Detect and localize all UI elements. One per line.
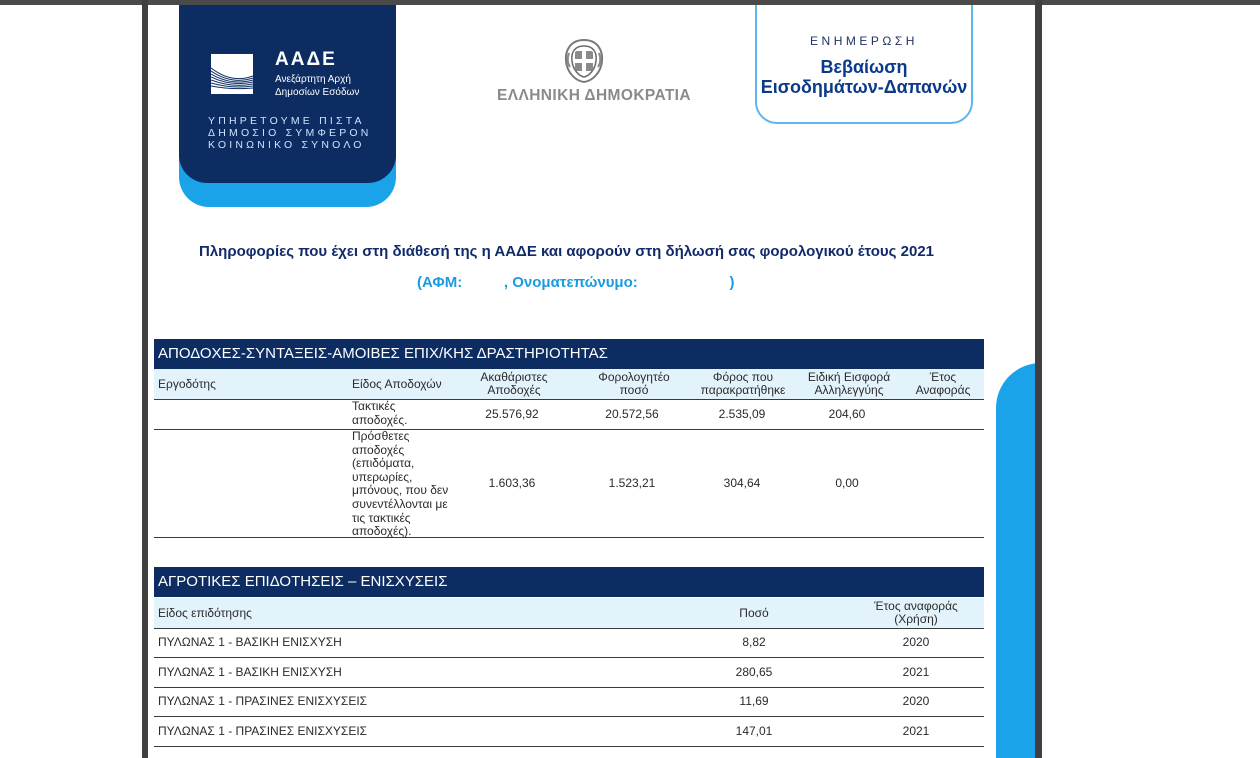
agri-section-title: ΑΓΡΟΤΙΚΕΣ ΕΠΙΔΟΤΗΣΕΙΣ – ΕΝΙΣΧΥΣΕΙΣ bbox=[154, 567, 984, 597]
amount-cell: 11,69 bbox=[739, 694, 769, 708]
col-reference-year: Έτος Αναφοράς bbox=[915, 370, 971, 397]
table-row bbox=[154, 628, 984, 658]
col-subsidy-year: Έτος αναφοράς (Χρήση) bbox=[874, 599, 958, 626]
taxable-cell: 1.523,21 bbox=[608, 476, 656, 490]
motto-line-2: ΔΗΜΟΣΙΟ ΣΥΜΦΕΡΟΝ bbox=[208, 127, 372, 139]
hellenic-republic-emblem-icon bbox=[560, 37, 608, 85]
col-employer: Εργοδότης bbox=[158, 377, 216, 391]
agri-table-header bbox=[154, 598, 984, 629]
amount-cell: 280,65 bbox=[735, 665, 773, 679]
badge-label: ΕΝΗΜΕΡΩΣΗ bbox=[810, 34, 918, 48]
subsidy-type-cell: ΠΥΛΩΝΑΣ 1 - ΒΑΣΙΚΗ ΕΝΙΣΧΥΣΗ bbox=[158, 635, 342, 649]
withheld-tax-cell: 2.535,09 bbox=[718, 407, 766, 421]
table-row bbox=[154, 429, 984, 538]
hellenic-republic-text: ΕΛΛΗΝΙΚΗ ΔΗΜΟΚΡΑΤΙΑ bbox=[497, 87, 691, 104]
col-subsidy-type: Είδος επιδότησης bbox=[158, 606, 252, 620]
col-income-type: Είδος Αποδοχών bbox=[352, 377, 442, 391]
col-taxable: Φορολογητέο ποσό bbox=[598, 370, 670, 397]
decorative-side-band bbox=[996, 363, 1035, 758]
motto-line-1: ΥΠΗΡΕΤΟΥΜΕ ΠΙΣΤΑ bbox=[208, 115, 365, 127]
badge-title-line-2: Εισοδημάτων-Δαπανών bbox=[760, 77, 968, 97]
income-type-cell: Πρόσθετες αποδοχές (επιδόματα, υπερωρίες, μπόνους, που δεν συνεντέλλονται με τις τακτικές αποδοχές). bbox=[352, 429, 449, 539]
aade-abbreviation: ΑΑΔΕ bbox=[275, 49, 337, 70]
info-heading: Πληροφορίες που έχει στη διάθεσή της η ΑΑΔΕ και αφορούν στη δήλωσή σας φορολογικού έτους 2021 bbox=[199, 243, 934, 260]
taxpayer-id-line: (ΑΦΜ: , Ονοματεπώνυμο: ) bbox=[417, 274, 735, 291]
badge-title-line-1: Βεβαίωση bbox=[820, 57, 908, 77]
col-withheld-tax: Φόρος που παρακρατήθηκε bbox=[700, 370, 786, 397]
aade-emblem-icon bbox=[211, 54, 253, 94]
page-frame-right bbox=[1035, 0, 1042, 758]
income-table-header bbox=[154, 369, 984, 400]
amount-cell: 8,82 bbox=[742, 635, 766, 649]
subsidy-type-cell: ΠΥΛΩΝΑΣ 1 - ΒΑΣΙΚΗ ΕΝΙΣΧΥΣΗ bbox=[158, 665, 342, 679]
col-amount: Ποσό bbox=[739, 606, 769, 620]
year-cell: 2021 bbox=[902, 665, 930, 679]
gross-cell: 25.576,92 bbox=[485, 407, 539, 421]
year-cell: 2020 bbox=[902, 694, 930, 708]
solidarity-cell: 0,00 bbox=[835, 476, 859, 490]
gross-cell: 1.603,36 bbox=[488, 476, 536, 490]
aade-motto bbox=[208, 115, 388, 151]
table-row bbox=[154, 687, 984, 717]
year-cell: 2021 bbox=[902, 724, 930, 738]
solidarity-cell: 204,60 bbox=[828, 407, 866, 421]
document-type-badge bbox=[755, 5, 973, 124]
aade-full-name: Ανεξάρτητη Αρχή Δημοσίων Εσόδων bbox=[275, 74, 360, 98]
badge-title bbox=[757, 57, 971, 97]
taxable-cell: 20.572,56 bbox=[605, 407, 659, 421]
col-gross: Ακαθάριστες Αποδοχές bbox=[480, 370, 548, 397]
income-type-cell: Τακτικές αποδοχές. bbox=[352, 399, 408, 427]
table-row bbox=[154, 399, 984, 430]
table-row bbox=[154, 717, 984, 747]
amount-cell: 147,01 bbox=[735, 724, 773, 738]
subsidy-type-cell: ΠΥΛΩΝΑΣ 1 - ΠΡΑΣΙΝΕΣ ΕΝΙΣΧΥΣΕΙΣ bbox=[158, 694, 368, 708]
income-section-title: ΑΠΟΔΟΧΕΣ-ΣΥΝΤΑΞΕΙΣ-ΑΜΟΙΒΕΣ ΕΠΙΧ/ΚΗΣ ΔΡΑΣΤΗΡΙΟΤΗΤΑΣ bbox=[154, 339, 984, 369]
document-page bbox=[148, 5, 1035, 758]
table-row bbox=[154, 658, 984, 688]
subsidy-type-cell: ΠΥΛΩΝΑΣ 1 - ΠΡΑΣΙΝΕΣ ΕΝΙΣΧΥΣΕΙΣ bbox=[158, 724, 368, 738]
col-solidarity: Ειδική Εισφορά Αλληλεγγύης bbox=[807, 370, 891, 397]
withheld-tax-cell: 304,64 bbox=[723, 476, 761, 490]
motto-line-3: ΚΟΙΝΩΝΙΚΟ ΣΥΝΟΛΟ bbox=[208, 139, 365, 151]
year-cell: 2020 bbox=[902, 635, 930, 649]
